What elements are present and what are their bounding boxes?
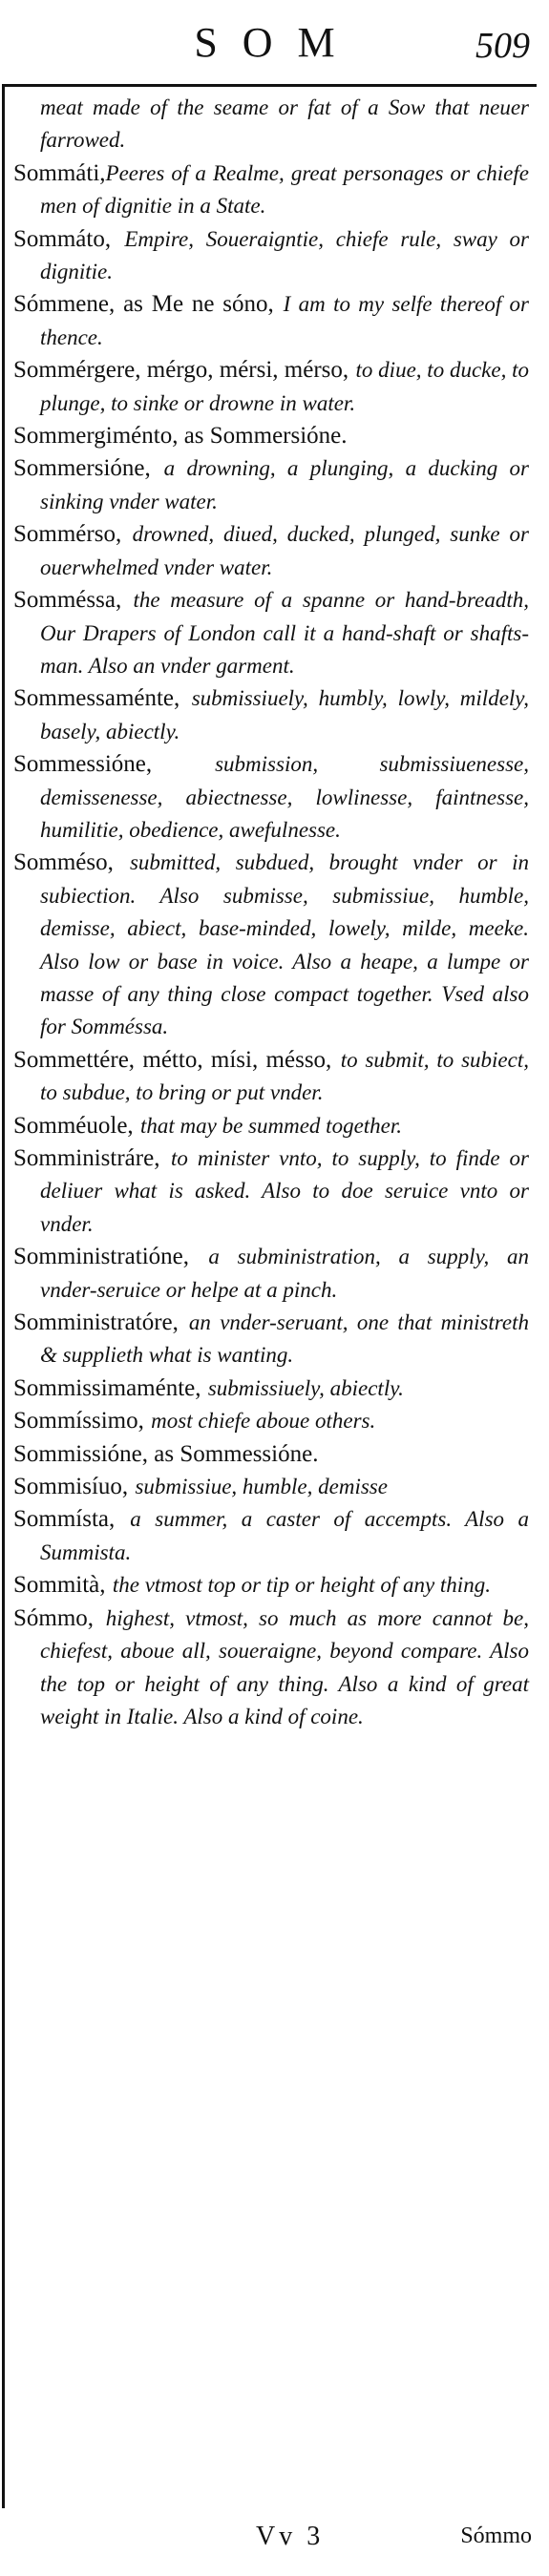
entry-definition: to minister vnto, to supply, to finde or deliuer what is asked. Also to doe seruice vnto or vnder.: [40, 1146, 529, 1236]
entry-headword: Sómmene, as Me ne sóno,: [13, 291, 274, 318]
entry-headword: Sommersióne,: [13, 455, 151, 482]
entry-definition: meat made of the seame or fat of a Sow that neuer farrowed.: [40, 95, 529, 153]
entry-definition: I am to my selfe thereof or thence.: [40, 292, 530, 349]
entry-list: [13, 92, 529, 1733]
entry-headword: Sommíssimo,: [13, 1408, 144, 1435]
entry-definition: the measure of a spanne or hand-breadth, Our Drapers of London call it a hand-shaft or shafts-man. Also an vnder garment.: [40, 588, 530, 678]
list-item: [13, 288, 529, 354]
list-item: [13, 1569, 529, 1602]
entry-definition: Peeres of a Realme, great personages or chiefe men of dignitie in a State.: [40, 160, 529, 219]
entry-headword: Sommáto,: [13, 225, 112, 252]
entry-headword: Sommissimaménte,: [13, 1374, 201, 1401]
list-item: [13, 1438, 529, 1471]
page-header: [0, 0, 549, 82]
list-item: [13, 1142, 529, 1241]
list-item: [13, 847, 529, 1043]
list-item: [13, 354, 529, 420]
list-item: [13, 682, 529, 748]
entry-headword: Somministráre,: [13, 1145, 160, 1171]
header-rule: [2, 84, 537, 87]
list-item: [13, 518, 529, 584]
entry-definition: submissiue, humble, demisse: [135, 1475, 388, 1499]
entry-headword: Somméssa,: [13, 587, 122, 614]
list-item: [13, 1602, 529, 1734]
entry-headword: Sommáti,: [13, 159, 106, 186]
page-footer: [0, 2516, 549, 2564]
entry-headword: Sommergiménto, as Sommersióne.: [13, 423, 348, 450]
entry-definition: a summer, a caster of accempts. Also a Summista.: [40, 1507, 529, 1564]
list-item: [13, 452, 529, 518]
entry-headword: Somministratióne,: [13, 1244, 190, 1270]
entry-definition: submissiuely, abiectly.: [207, 1375, 404, 1400]
list-item: [13, 1044, 529, 1110]
entry-headword: Sommissióne, as Sommessióne.: [13, 1440, 319, 1467]
entry-definition: a drowning, a plunging, a ducking or sinking vnder water.: [40, 456, 530, 513]
entry-definition: submitted, subdued, brought vnder or in subiection. Also submisse, submissiue, humble, demisse, abiect, base-minded, lowely, milde, meeke. Also low or base in voice. Also a heape, a lumpe or masse of any thing close compact together. Vsed also for Somméssa.: [40, 850, 530, 1039]
entry-headword: Sommessaménte,: [13, 685, 180, 712]
entry-definition: Empire, Soueraigntie, chiefe rule, sway or dignitie.: [40, 226, 529, 284]
entry-headword: Sommérgere, mérgo, mérsi, mérso,: [13, 357, 349, 384]
list-item: [13, 1471, 529, 1503]
list-item: [13, 1405, 529, 1437]
entry-headword: Somméuole,: [13, 1112, 134, 1139]
entry-definition: to diue, to ducke, to plunge, to sinke or drowne in water.: [40, 358, 530, 415]
column-rule: [2, 84, 5, 2508]
list-item: [13, 1372, 529, 1405]
list-item: [13, 1241, 529, 1307]
entry-definition: that may be summed together.: [140, 1113, 403, 1138]
list-item: [13, 420, 529, 452]
entry-definition: a subministration, a supply, an vnder-seruice or helpe at a pinch.: [40, 1245, 529, 1302]
list-item: [13, 1503, 529, 1569]
page-number: 509: [475, 26, 530, 66]
list-item: [13, 1110, 529, 1142]
entry-headword: Somministratóre,: [13, 1309, 179, 1336]
entry-definition: an vnder-seruant, one that ministreth & supplieth what is wanting.: [40, 1310, 529, 1368]
entry-headword: Sommità,: [13, 1572, 106, 1599]
entry-definition: submissiuely, humbly, lowly, mildely, basely, abiectly.: [40, 686, 529, 743]
list-item: [13, 1307, 529, 1372]
entry-headword: Sommisíuo,: [13, 1474, 129, 1500]
list-item: [13, 157, 529, 223]
list-item: [13, 584, 529, 682]
entry-headword: Sommessióne,: [13, 751, 153, 778]
list-item: [13, 223, 529, 289]
signature-mark: Vv 3: [256, 2522, 325, 2551]
entry-headword: Sommísta,: [13, 1506, 116, 1533]
entry-definition: to submit, to subiect, to subdue, to bring or put vnder.: [40, 1047, 529, 1105]
entry-headword: Sómmo,: [13, 1604, 95, 1631]
entry-definition: submission, submissiuenesse, demissenesse, abiectnesse, lowlinesse, faintnesse, humilitie, obedience, awefulnesse.: [40, 752, 530, 842]
catchword: Sómmo: [460, 2524, 532, 2548]
entry-definition: most chiefe aboue others.: [151, 1409, 376, 1434]
list-item: [13, 92, 529, 157]
entry-definition: the vtmost top or tip or height of any thing.: [112, 1573, 491, 1598]
entry-definition: drowned, diued, ducked, plunged, sunke or ouerwhelmed vnder water.: [40, 522, 529, 579]
entry-headword: Somméso,: [13, 849, 114, 876]
entry-headword: Sommérso,: [13, 521, 122, 548]
entry-headword: Sommettére, métto, mísi, mésso,: [13, 1046, 332, 1073]
entry-definition: highest, vtmost, so much as more cannot be, chiefest, aboue all, soueraigne, beyond compare. Also the top or height of any thing. Also a kind of great weight in Italie. Also a kind of coine.: [40, 1605, 529, 1728]
running-head: SOM: [194, 19, 360, 66]
list-item: [13, 748, 529, 847]
